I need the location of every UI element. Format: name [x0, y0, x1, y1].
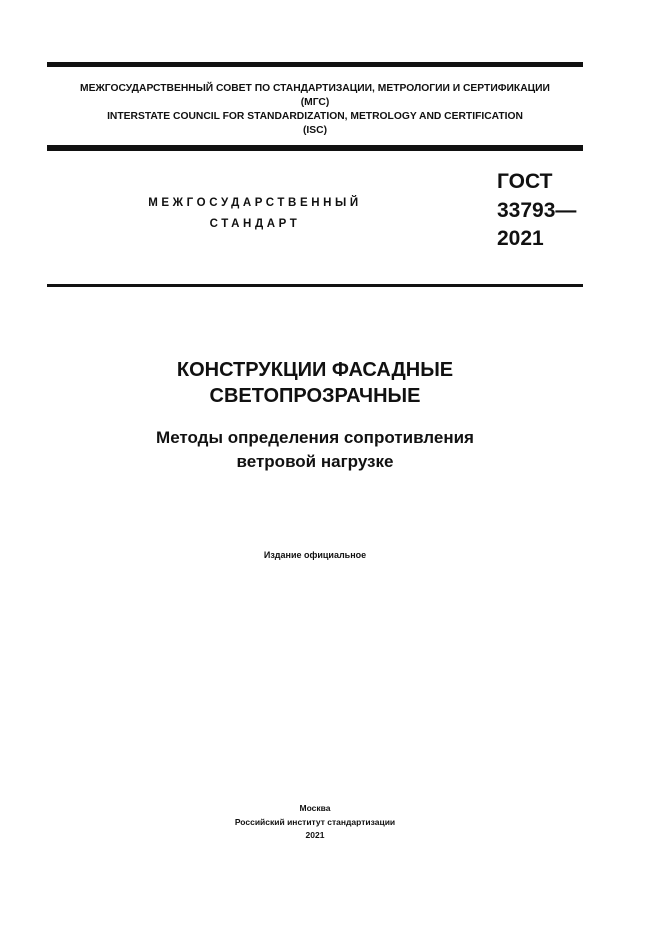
- council-abbr-en: (ISC): [302, 125, 328, 136]
- standard-type: [110, 193, 400, 235]
- designation-number: 33793—: [497, 198, 577, 222]
- standard-type-line2: СТАНДАРТ: [209, 218, 301, 230]
- imprint-city: Москва: [299, 803, 331, 813]
- top-rule: [47, 62, 583, 67]
- council-header: [47, 82, 583, 138]
- council-name-ru: МЕЖГОСУДАРСТВЕННЫЙ СОВЕТ ПО СТАНДАРТИЗАЦИИ, МЕТРОЛОГИИ И СЕРТИФИКАЦИИ: [80, 83, 550, 94]
- standard-type-line1: МЕЖГОСУДАРСТВЕННЫЙ: [148, 197, 362, 209]
- title-line1: КОНСТРУКЦИИ ФАСАДНЫЕ: [176, 359, 454, 381]
- document-subtitle: [47, 426, 583, 474]
- subtitle-line2: ветровой нагрузке: [236, 452, 394, 471]
- standard-designation: [497, 168, 576, 254]
- designation-year: 2021: [497, 227, 544, 250]
- document-title: [47, 357, 583, 409]
- council-abbr-ru: (МГС): [300, 97, 330, 108]
- subtitle-line1: Методы определения сопротивления: [156, 428, 474, 447]
- edition-note: Издание официальное: [263, 550, 367, 560]
- middle-rule: [47, 145, 583, 151]
- lower-rule: [47, 284, 583, 287]
- council-name-en: INTERSTATE COUNCIL FOR STANDARDIZATION, METROLOGY AND CERTIFICATION: [107, 111, 523, 122]
- imprint-year: 2021: [305, 830, 325, 840]
- designation-prefix: ГОСТ: [497, 170, 553, 193]
- imprint: [47, 802, 583, 843]
- title-line2: СВЕТОПРОЗРАЧНЫЕ: [209, 385, 421, 407]
- imprint-publisher: Российский институт стандартизации: [234, 816, 396, 827]
